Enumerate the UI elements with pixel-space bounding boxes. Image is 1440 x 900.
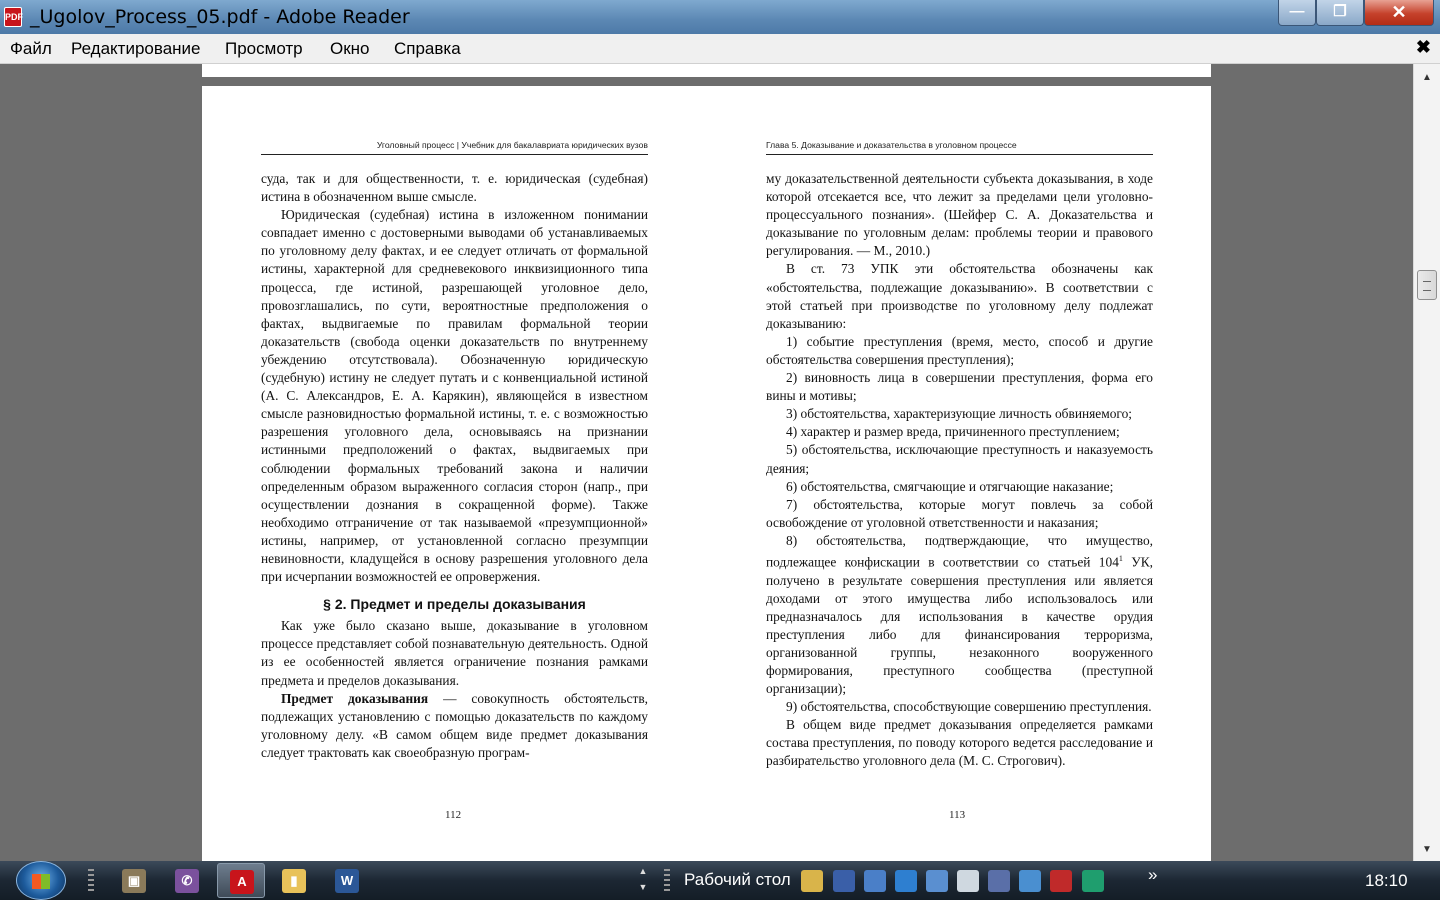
vertical-scrollbar[interactable] <box>1413 64 1440 861</box>
page-number-right: 113 <box>949 809 966 821</box>
title-bar <box>0 0 1440 34</box>
paragraph: В ст. 73 УПК эти обстоятельства обозначены как «обстоятельства, подлежащие доказыванию». В соответствии с этой статьей при производстве по уголовному делу подлежат доказыванию: <box>766 261 1153 331</box>
paragraph: му доказательственной деятельности субъекта доказывания, в ходе которой отсекается все, что лежит за пределами цели уголовно-процессуального познания». (Шейфер С. А. Доказательства и доказывание по уголовным делам: проблемы теории и правового регулирования. — М., 2010.) <box>766 171 1153 259</box>
scroll-up-arrow-icon[interactable]: ▲ <box>1422 72 1432 83</box>
list-item-text: УК, получено в результате совершения преступления или является доходами от этого имущества либо использовалось или предназначалось для использования в качестве орудия преступления либо для финансирования терроризма, организованной группы, незаконного вооруженного формирования, преступного сообщества (преступной организации); <box>766 554 1153 697</box>
right-page-text <box>766 170 1153 771</box>
adobe-reader-icon: A <box>230 870 254 894</box>
tray-icon[interactable] <box>864 870 886 892</box>
paragraph: В общем виде предмет доказывания определяется рамками состава преступления, по поводу которого ведется расследование и разбирательство уголовного дела (М. С. Строгович). <box>766 717 1153 769</box>
file-explorer-icon: ▮ <box>282 869 306 893</box>
close-button[interactable]: ✕ <box>1364 0 1434 26</box>
document-viewport[interactable] <box>0 64 1423 861</box>
start-button[interactable] <box>16 861 66 900</box>
menu-edit[interactable]: Редактирование <box>71 39 201 58</box>
section-title: § 2. Предмет и пределы доказывания <box>323 596 586 613</box>
tray-icon[interactable] <box>1050 870 1072 892</box>
list-item: 4) характер и размер вреда, причиненного преступлением; <box>786 424 1120 440</box>
desktop-toolbar-arrows[interactable] <box>632 863 654 898</box>
right-page-header: Глава 5. Доказывание и доказательства в уголовном процессе <box>766 140 1153 155</box>
arrow-up-icon[interactable]: ▲ <box>638 866 648 876</box>
paragraph: суда, так и для общественности, т. е. юридическая (судебная) истина в обозначенном выше смысле. <box>261 171 648 205</box>
definition-text: — совокупность обстоятельств, подлежащих установлению с помощью доказательств по каждому уголовному делу. «В самом общем виде предмет доказывания следует трактовать как своеобразную програм- <box>261 690 648 760</box>
scroll-thumb[interactable] <box>1417 270 1437 300</box>
menu-help[interactable]: Справка <box>394 39 461 58</box>
definition-paragraph <box>261 690 648 762</box>
list-item: 3) обстоятельства, характеризующие личность обвиняемого; <box>786 406 1132 422</box>
show-hidden-icons-button[interactable]: » <box>1148 865 1158 884</box>
tray-icon[interactable] <box>1082 870 1104 892</box>
left-page-text <box>261 170 648 762</box>
arrow-down-icon[interactable]: ▼ <box>638 882 648 892</box>
taskbar <box>0 861 1440 900</box>
page-number-left: 112 <box>445 809 462 821</box>
toolbar-grip[interactable] <box>88 869 94 893</box>
menu-bar <box>0 34 1440 64</box>
desktop-toolbar-label[interactable]: Рабочий стол <box>684 870 791 889</box>
tray-icon[interactable] <box>988 870 1010 892</box>
clock[interactable]: 18:10 <box>1365 871 1408 890</box>
list-item: 2) виновность лица в совершении преступления, форма его вины и мотивы; <box>766 370 1153 404</box>
tray-icon[interactable] <box>801 870 823 892</box>
photo-viewer-icon: ▣ <box>122 869 146 893</box>
left-page-header: Уголовный процесс | Учебник для бакалавриата юридических вузов <box>261 140 648 155</box>
taskbar-word-button[interactable] <box>323 863 371 898</box>
paragraph: Юридическая (судебная) истина в изложенном понимании совпадает именно с достоверными выводами об устанавливаемых по уголовному делу фактах, и ее следует отличать от формальной истины, характерной для средневекового инквизиционного типа процесса, где истиной, разрешающей уголовное дело, провозглашались, по сути, вероятностные предположения о фактах, выдвигаемые по правилам формальной теории доказательств (свобода оценки доказательств по внутреннему убеждению отсутствовала). Обозначенную юридическую (судебную) истину не следует путать и с конвенциальной истиной (А. С. Александров, Е. А. Карякин), являющейся в известном смысле разновидностью формальной истины, т. е. с возможностью разрешения уголовного дела, основываясь на признании истинными предположений о фактах, выдвигаемых при соблюдении формальных требований закона и наличии определенным образом выраженного согласия сторон (напр., при осуществлении дознания в сокращенной форме). Также необходимо отграничение от так называемой «презумпционной» истины, например, от установленной согласно презумпции невиновности, кладущейся в основу разрешения уголовного дела при исчерпании возможностей ее опровержения. <box>261 207 648 585</box>
window-title: _Ugolov_Process_05.pdf - Adobe Reader <box>30 6 410 28</box>
tray-icon[interactable] <box>895 870 917 892</box>
definition-term: Предмет доказывания <box>281 690 429 706</box>
menu-window[interactable]: Окно <box>330 39 370 58</box>
word-icon: W <box>335 869 359 893</box>
adobe-reader-icon: PDF <box>4 7 22 27</box>
tray-icon[interactable] <box>1019 870 1041 892</box>
taskbar-photo-viewer-button[interactable] <box>110 863 158 898</box>
viber-icon: ✆ <box>175 869 199 893</box>
toolbar-grip[interactable] <box>664 869 670 893</box>
list-item: 7) обстоятельства, которые могут повлечь за собой освобождение от уголовной ответственности и наказания; <box>766 496 1153 530</box>
taskbar-viber-button[interactable] <box>163 863 211 898</box>
menu-view[interactable]: Просмотр <box>225 39 303 58</box>
list-item: 9) обстоятельства, способствующие совершению преступления. <box>786 699 1152 715</box>
minimize-button[interactable]: — <box>1278 0 1316 26</box>
tray-icon[interactable] <box>957 870 979 892</box>
close-document-icon[interactable]: ✖ <box>1415 37 1431 57</box>
paragraph: Как уже было сказано выше, доказывание в уголовном процессе представляет собой познавательную деятельность. Одной из ее особенностей является ограничение познания рамками предмета и пределов доказывания. <box>261 618 648 688</box>
previous-page-bottom <box>202 64 1211 77</box>
list-item: 6) обстоятельства, смягчающие и отягчающие наказание; <box>786 478 1114 494</box>
menu-file[interactable]: Файл <box>10 39 52 58</box>
pdf-page-spread <box>202 86 1211 861</box>
maximize-button[interactable]: ❐ <box>1316 0 1364 26</box>
list-item <box>766 532 1153 698</box>
list-item: 5) обстоятельства, исключающие преступность и наказуемость деяния; <box>766 442 1153 476</box>
superscript: 1 <box>1118 553 1123 563</box>
taskbar-file-explorer-button[interactable] <box>270 863 318 898</box>
taskbar-adobe-reader-button[interactable] <box>217 863 265 898</box>
tray-icon[interactable] <box>926 870 948 892</box>
list-item: 1) событие преступления (время, место, способ и другие обстоятельства совершения преступления); <box>766 333 1153 367</box>
tray-icon[interactable] <box>833 870 855 892</box>
list-item-text: 8) обстоятельства, подтверждающие, что имущество, подлежащее конфискации в соответствии со статьей 104 <box>766 532 1153 570</box>
scroll-down-arrow-icon[interactable]: ▼ <box>1422 844 1432 855</box>
